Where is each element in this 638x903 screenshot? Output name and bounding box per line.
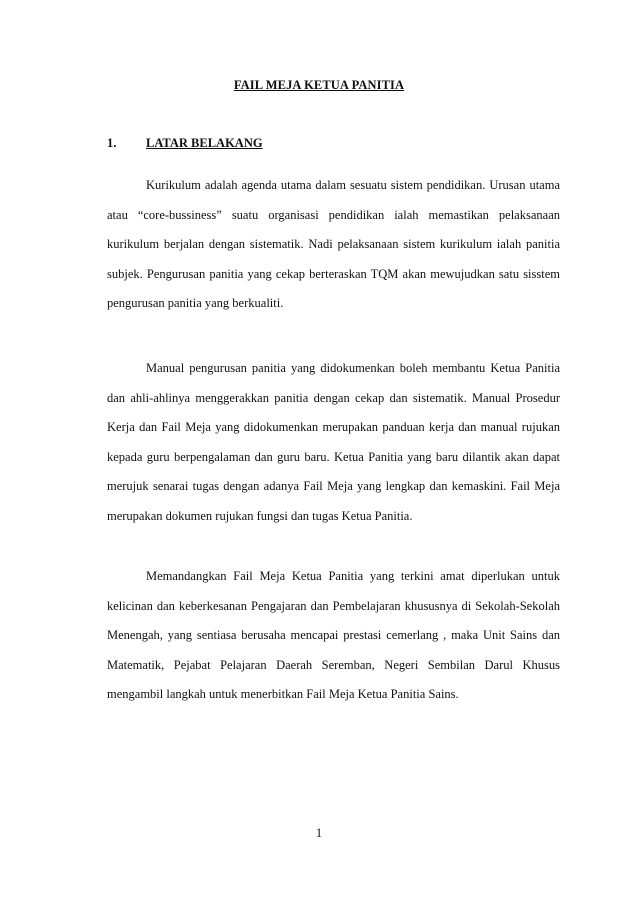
paragraph-2: Manual pengurusan panitia yang didokumenkan boleh membantu Ketua Panitia dan ahli-ahlinya menggerakkan panitia dengan cekap dan sistematik. Manual Prosedur Kerja dan Fail Meja yang didokumenkan merupakan panduan kerja dan manual rujukan kepada guru berpengalaman dan guru baru. Ketua Panitia yang baru dilantik akan dapat merujuk senarai tugas dengan adanya Fail Meja yang lengkap dan kemaskini. Fail Meja merupakan dokumen rujukan fungsi dan tugas Ketua Panitia. xyxy=(107,361,560,523)
section-number: 1. xyxy=(107,136,117,150)
paragraph-1: Kurikulum adalah agenda utama dalam sesuatu sistem pendidikan. Urusan utama atau “core-bussiness” suatu organisasi pendidikan ialah memastikan pelaksanaan kurikulum berjalan dengan sistematik. Nadi pelaksanaan sistem kurikulum ialah panitia subjek. Pengurusan panitia yang cekap berteraskan TQM akan mewujudkan satu sisstem pengurusan panitia yang berkualiti. xyxy=(107,178,560,310)
document-title: FAIL MEJA KETUA PANITIA xyxy=(233,78,405,92)
paragraph-3: Memandangkan Fail Meja Ketua Panitia yang terkini amat diperlukan untuk kelicinan dan keberkesanan Pengajaran dan Pembelajaran khususnya di Sekolah-Sekolah Menengah, yang sentiasa berusaha mencapai prestasi cemerlang , maka Unit Sains dan Matematik, Pejabat Pelajaran Daerah Seremban, Negeri Sembilan Darul Khusus mengambil langkah untuk menerbitkan Fail Meja Ketua Panitia Sains. xyxy=(107,569,560,701)
section-heading: LATAR BELAKANG xyxy=(146,136,263,150)
page-number: 1 xyxy=(315,826,323,840)
